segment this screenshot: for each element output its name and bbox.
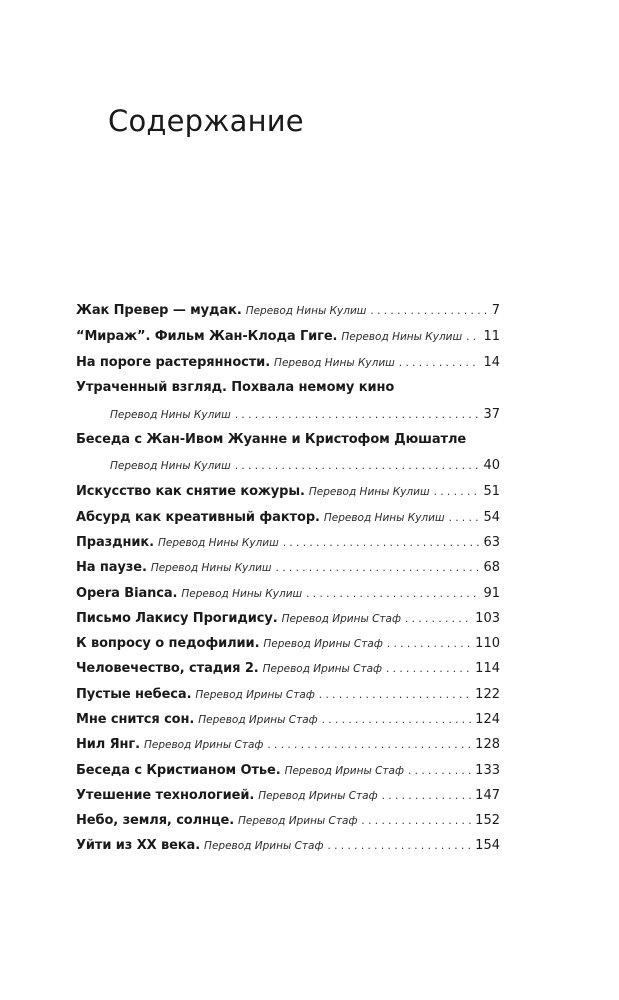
entry-translator: Перевод Нины Кулиш: [157, 537, 279, 549]
entry-title: На пороге растерянности.: [76, 355, 271, 370]
entry-title: На паузе.: [76, 560, 147, 575]
entry-page-number: 152: [475, 813, 500, 828]
entry-translator: Перевод Ирины Стаф: [281, 613, 401, 625]
toc-entry: [0, 299, 619, 323]
entry-translator: Перевод Нины Кулиш: [323, 512, 445, 524]
dot-leader: [283, 531, 480, 555]
entry-page-number: 128: [475, 737, 500, 752]
entry-translator: Перевод Нины Кулиш: [341, 331, 463, 343]
toc-entry: [0, 582, 619, 606]
toc-entry: [0, 759, 619, 783]
entry-title: Беседа с Кристианом Отье.: [76, 763, 281, 778]
dot-leader: [386, 657, 471, 681]
entry-translator: Перевод Нины Кулиш: [150, 562, 272, 574]
entry-page-number: 114: [475, 661, 500, 676]
toc-entry: [0, 809, 619, 833]
dot-leader: [276, 556, 480, 580]
dot-leader: [382, 784, 472, 808]
page-title: Содержание: [108, 104, 304, 138]
entry-translator: Перевод Нины Кулиш: [181, 588, 303, 600]
entry-page-number: 11: [483, 329, 500, 344]
entry-translator: Перевод Ирины Стаф: [143, 739, 264, 751]
dot-leader: [405, 607, 471, 631]
entry-page-number: 7: [491, 303, 500, 318]
entry-translator: Перевод Ирины Стаф: [258, 790, 378, 802]
entry-translator: Перевод Нины Кулиш: [245, 305, 367, 317]
entry-page-number: 40: [483, 458, 500, 473]
entry-translator: Перевод Ирины Стаф: [238, 815, 358, 827]
entry-translator: Перевод Нины Кулиш: [110, 460, 231, 472]
entry-page-number: 54: [483, 510, 500, 525]
toc-entry: [0, 834, 619, 858]
toc-entry-title-line: [0, 428, 619, 452]
entry-translator: Перевод Нины Кулиш: [308, 486, 430, 498]
entry-page-number: 37: [483, 407, 500, 422]
dot-leader: [319, 683, 471, 707]
dot-leader: [322, 708, 472, 732]
entry-page-number: 103: [475, 611, 500, 626]
entry-page-number: 122: [475, 687, 500, 702]
entry-title: Уйти из XX века.: [76, 838, 201, 853]
toc-entry: [0, 683, 619, 707]
entry-translator: Перевод Нины Кулиш: [274, 357, 395, 369]
entry-page-number: 124: [475, 712, 500, 727]
dot-leader: [399, 351, 480, 375]
entry-title: Жак Превер — мудак.: [76, 303, 242, 318]
toc-entry: [0, 657, 619, 681]
entry-page-number: 51: [483, 484, 500, 499]
dot-leader: [408, 759, 471, 783]
entry-translator: Перевод Ирины Стаф: [198, 714, 318, 726]
dot-leader: [361, 809, 471, 833]
toc-entry: [0, 607, 619, 631]
toc-entry: [0, 556, 619, 580]
entry-title: Нил Янг.: [76, 737, 140, 752]
entry-title: Письмо Лакису Прогидису.: [76, 611, 278, 626]
entry-title: Утраченный взгляд. Похвала немому кино: [76, 380, 395, 395]
toc-entry: [0, 506, 619, 530]
entry-title: Opera Bianca.: [76, 586, 178, 601]
entry-translator: Перевод Ирины Стаф: [262, 663, 382, 675]
dot-leader: [327, 834, 471, 858]
entry-translator: Перевод Нины Кулиш: [110, 409, 231, 421]
dot-leader: [449, 506, 480, 530]
entry-title: Человечество, стадия 2.: [76, 661, 259, 676]
toc-entry: [0, 632, 619, 656]
dot-leader: [306, 582, 479, 606]
toc-entry-translator-line: [0, 403, 619, 427]
entry-title: Пустые небеса.: [76, 687, 192, 702]
entry-title: “Мираж”. Фильм Жан-Клода Гиге.: [76, 329, 338, 344]
toc-entry: [0, 531, 619, 555]
entry-translator: Перевод Ирины Стаф: [284, 765, 404, 777]
toc-entry: [0, 351, 619, 375]
entry-page-number: 63: [483, 535, 500, 550]
entry-page-number: 133: [475, 763, 500, 778]
dot-leader: [466, 325, 479, 349]
toc-entry: [0, 480, 619, 504]
toc-entry-title-line: [0, 376, 619, 400]
dot-leader: [235, 403, 480, 427]
toc-entry: [0, 733, 619, 757]
entry-page-number: 68: [483, 560, 500, 575]
entry-title: Утешение технологией.: [76, 788, 255, 803]
entry-translator: Перевод Ирины Стаф: [195, 689, 315, 701]
dot-leader: [370, 299, 487, 323]
dot-leader: [267, 733, 471, 757]
entry-translator: Перевод Ирины Стаф: [263, 638, 383, 650]
entry-title: Небо, земля, солнце.: [76, 813, 235, 828]
entry-page-number: 14: [483, 355, 500, 370]
entry-page-number: 154: [475, 838, 500, 853]
entry-page-number: 91: [483, 586, 500, 601]
toc-entry: [0, 708, 619, 732]
entry-translator: Перевод Ирины Стаф: [204, 840, 324, 852]
entry-page-number: 110: [475, 636, 500, 651]
toc-entry: [0, 325, 619, 349]
entry-title: Мне снится сон.: [76, 712, 195, 727]
entry-title: Абсурд как креативный фактор.: [76, 510, 320, 525]
toc-entry: [0, 784, 619, 808]
dot-leader: [387, 632, 471, 656]
dot-leader: [235, 454, 480, 478]
entry-title: Праздник.: [76, 535, 154, 550]
toc-entry-translator-line: [0, 454, 619, 478]
entry-page-number: 147: [475, 788, 500, 803]
entry-title: Искусство как снятие кожуры.: [76, 484, 305, 499]
dot-leader: [434, 480, 480, 504]
entry-title: К вопросу о педофилии.: [76, 636, 260, 651]
entry-title: Беседа с Жан-Ивом Жуанне и Кристофом Дюшатле: [76, 432, 467, 447]
